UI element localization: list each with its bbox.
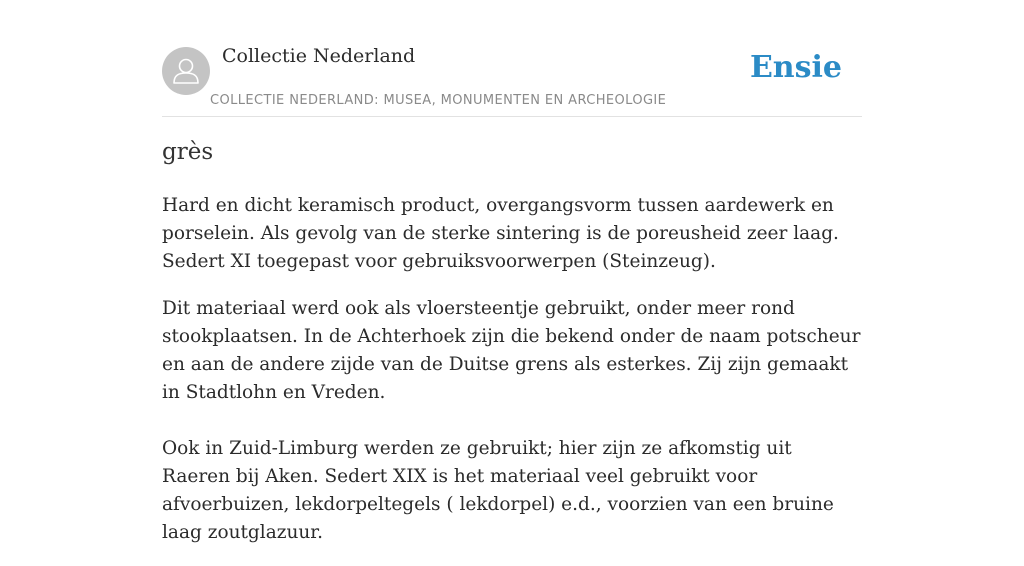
paragraph-spacer	[162, 407, 862, 435]
definition-paragraph: Dit materiaal werd ook als vloersteentje gebruikt, onder meer rond stookplaatsen. In de Achterhoek zijn die bekend onder de naam potscheur en aan de andere zijde van de Duitse grens als esterkes. Zij zijn gemaakt in Stadtlohn en Vreden.	[162, 298, 861, 403]
definition-paragraph: Hard en dicht keramisch product, overgangsvorm tussen aardewerk en porselein. Als gevolg van de sterke sintering is de poreusheid zeer laag. Sedert XI toegepast voor gebruiksvoorwerpen (Steinzeug).	[162, 195, 839, 272]
author-name-link[interactable]: Collectie Nederland	[222, 45, 416, 67]
avatar[interactable]	[162, 47, 210, 95]
source-link[interactable]: COLLECTIE NEDERLAND: MUSEA, MONUMENTEN EN ARCHEOLOGIE	[210, 93, 667, 108]
entry-term: grès	[162, 139, 214, 165]
user-icon	[162, 47, 210, 95]
entry-content	[162, 192, 862, 566]
entry-header	[162, 0, 862, 117]
ensie-logo-link[interactable]: Ensie	[749, 50, 842, 85]
definition-paragraph: Ook in Zuid-Limburg werden ze gebruikt; hier zijn ze afkomstig uit Raeren bij Aken. Sedert XIX is het materiaal veel gebruikt voor afvoerbuizen, lekdorpeltegels ( lekdorpel) e.d., voorzien van een bruine laag zoutglazuur.	[162, 438, 834, 543]
